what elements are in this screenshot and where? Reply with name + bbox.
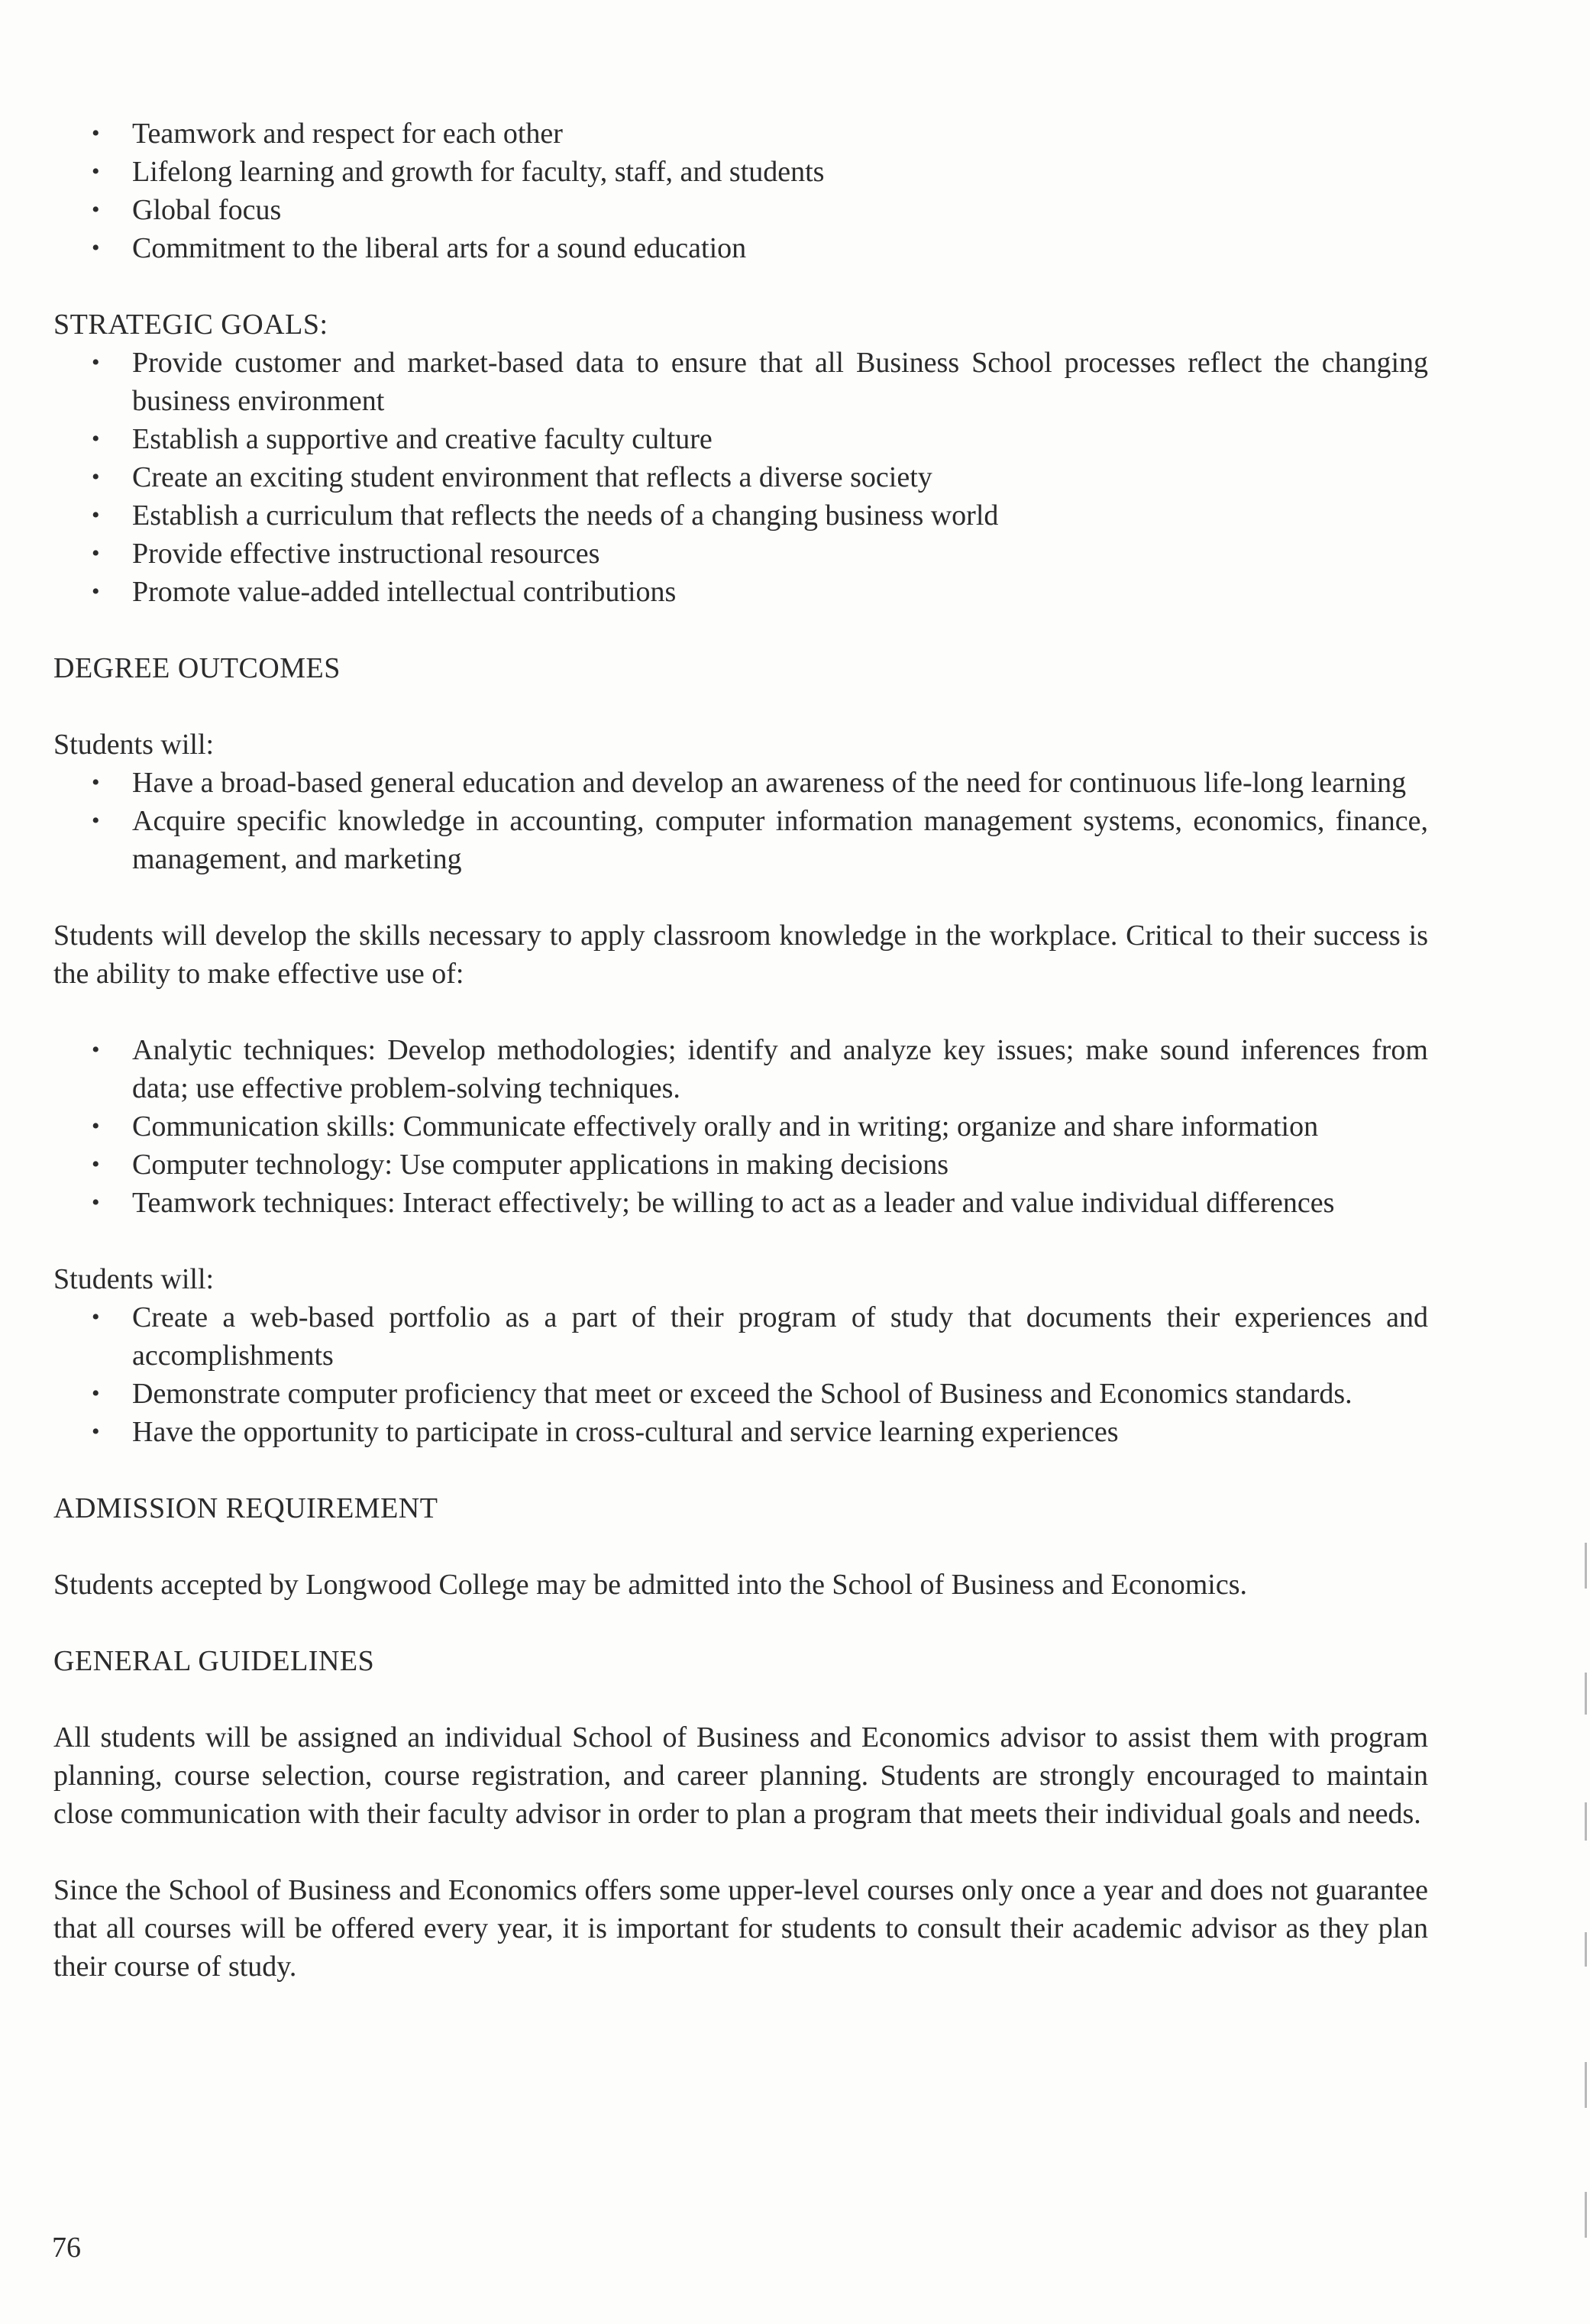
list-item: • Provide effective instructional resources [53,535,1428,573]
outcomes-list-1 [53,764,1428,878]
list-item: • Commitment to the liberal arts for a sound education [53,229,1428,267]
values-list [53,115,1428,267]
outcomes-list-2 [53,1298,1428,1451]
list-item: • Lifelong learning and growth for faculty, staff, and students [53,153,1428,191]
guidelines-paragraph-2: Since the School of Business and Economics offers some upper-level courses only once a year and does not guarantee that all courses will be offered every year, it is important for students to consult their academic advisor as they plan their course of study. [53,1874,1428,1983]
degree-outcomes-heading: DEGREE OUTCOMES [53,652,341,684]
scan-edge-mark [1585,1543,1587,1589]
students-will-intro-2: Students will: [53,1263,215,1295]
general-guidelines-heading: GENERAL GUIDELINES [53,1645,375,1677]
scan-edge-mark [1585,1932,1587,1967]
skills-list [53,1031,1428,1222]
list-item: • Acquire specific knowledge in accounting, computer information management systems, economics, finance, management, and marketing [53,802,1428,878]
list-item: • Demonstrate computer proficiency that meet or exceed the School of Business and Economics standards. [53,1375,1428,1413]
list-item: • Provide customer and market-based data to ensure that all Business School processes reflect the changing business environment [53,344,1428,420]
scan-edge-mark [1585,1673,1587,1715]
strategic-goals-list [53,344,1428,611]
list-item: • Teamwork techniques: Interact effectively; be willing to act as a leader and value individual differences [53,1184,1428,1222]
skills-intro: Students will develop the skills necessary to apply classroom knowledge in the workplace. Critical to their success is the ability to make effective use of: [53,920,1428,990]
scan-edge-mark [1585,1802,1587,1841]
scan-edge-mark [1585,2062,1587,2108]
list-item: • Establish a curriculum that reflects the needs of a changing business world [53,496,1428,535]
admission-text: Students accepted by Longwood College may be admitted into the School of Business and Economics. [53,1569,1247,1601]
list-item: • Communication skills: Communicate effectively orally and in writing; organize and share information [53,1107,1428,1146]
list-item: • Create a web-based portfolio as a part of their program of study that documents their experiences and accomplishments [53,1298,1428,1375]
list-item: • Have the opportunity to participate in cross-cultural and service learning experiences [53,1413,1428,1451]
guidelines-paragraph-1: All students will be assigned an individual School of Business and Economics advisor to assist them with program planning, course selection, course registration, and career planning. Students are strongly encouraged to maintain close communication with their faculty advisor in order to plan a program that meets their individual goals and needs. [53,1721,1428,1830]
students-will-intro-1: Students will: [53,729,215,761]
list-item: • Establish a supportive and creative faculty culture [53,420,1428,458]
scan-edge-mark [1585,2192,1587,2238]
list-item: • Teamwork and respect for each other [53,115,1428,153]
list-item: • Analytic techniques: Develop methodologies; identify and analyze key issues; make sound inferences from data; use effective problem-solving techniques. [53,1031,1428,1107]
list-item: • Have a broad-based general education and develop an awareness of the need for continuous life-long learning [53,764,1428,802]
list-item: • Global focus [53,191,1428,229]
admission-heading: ADMISSION REQUIREMENT [53,1492,438,1524]
page-number: 76 [52,2232,81,2264]
list-item: • Promote value-added intellectual contributions [53,573,1428,611]
list-item: • Computer technology: Use computer applications in making decisions [53,1146,1428,1184]
list-item: • Create an exciting student environment that reflects a diverse society [53,458,1428,496]
document-page [53,115,1428,1986]
strategic-goals-heading: STRATEGIC GOALS: [53,309,328,341]
